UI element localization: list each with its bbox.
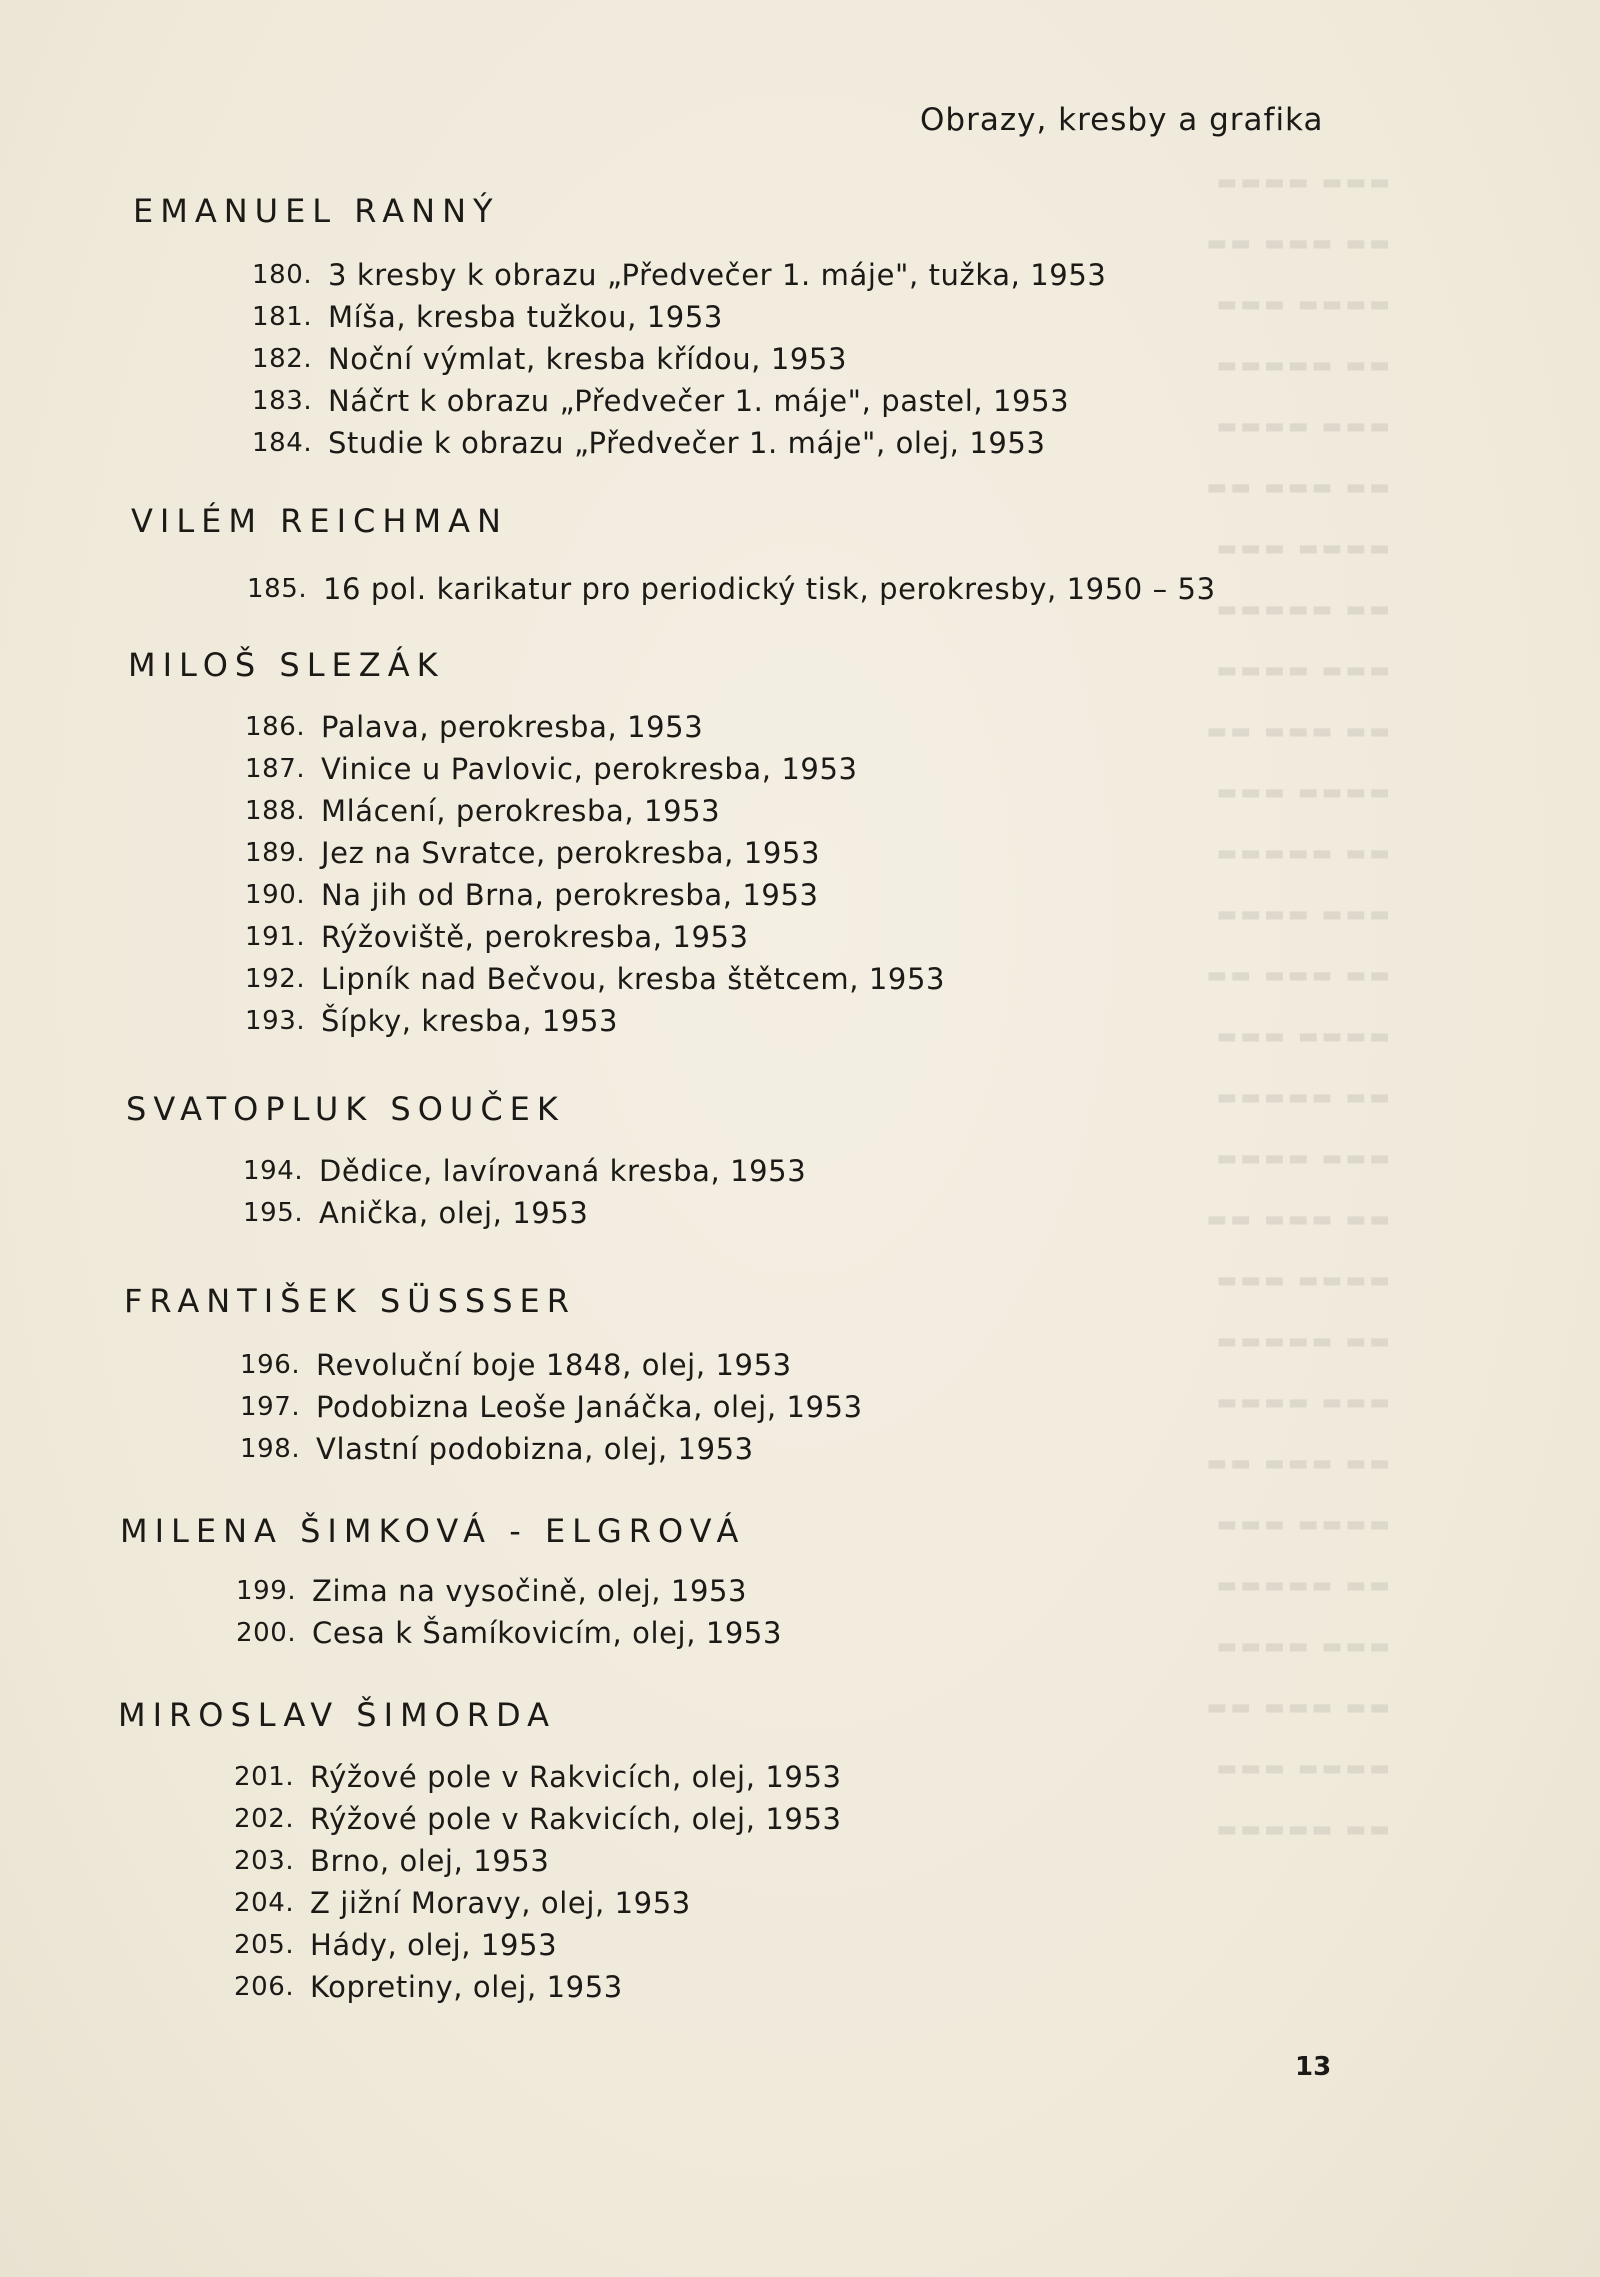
work-number: 188. bbox=[245, 796, 306, 826]
work-number: 202. bbox=[234, 1804, 295, 1834]
work-entry bbox=[252, 338, 1106, 380]
work-title: 16 pol. karikatur pro periodický tisk, perokresby, 1950 – 53 bbox=[323, 572, 1216, 606]
work-number: 193. bbox=[245, 1006, 306, 1036]
work-entry bbox=[245, 790, 945, 832]
work-number: 201. bbox=[234, 1762, 295, 1792]
work-title: Cesa k Šamíkovicím, olej, 1953 bbox=[312, 1616, 783, 1650]
work-entry bbox=[245, 958, 945, 1000]
work-title: Revoluční boje 1848, olej, 1953 bbox=[316, 1348, 792, 1382]
artist-heading: EMANUEL RANNÝ bbox=[133, 192, 500, 230]
work-entry bbox=[243, 1192, 806, 1234]
work-entry bbox=[234, 1756, 842, 1798]
work-list bbox=[252, 254, 1106, 464]
work-title: Palava, perokresba, 1953 bbox=[321, 710, 704, 744]
work-number: 196. bbox=[240, 1350, 301, 1380]
work-list bbox=[247, 568, 1216, 610]
work-title: Zima na vysočině, olej, 1953 bbox=[312, 1574, 748, 1608]
work-title: Brno, olej, 1953 bbox=[310, 1844, 550, 1878]
work-entry bbox=[245, 874, 945, 916]
work-title: Lipník nad Bečvou, kresba štětcem, 1953 bbox=[321, 962, 946, 996]
artist-heading: FRANTIŠEK SÜSSSER bbox=[124, 1282, 576, 1320]
work-entry bbox=[236, 1612, 782, 1654]
work-number: 190. bbox=[245, 880, 306, 910]
artist-heading: MILENA ŠIMKOVÁ - ELGROVÁ bbox=[120, 1512, 746, 1550]
work-title: Rýžové pole v Rakvicích, olej, 1953 bbox=[310, 1760, 842, 1794]
work-title: Kopretiny, olej, 1953 bbox=[310, 1970, 623, 2004]
work-title: Jez na Svratce, perokresba, 1953 bbox=[321, 836, 820, 870]
work-number: 203. bbox=[234, 1846, 295, 1876]
work-number: 183. bbox=[252, 386, 313, 416]
work-entry bbox=[247, 568, 1216, 610]
work-entry bbox=[234, 1966, 842, 2008]
work-title: Vlastní podobizna, olej, 1953 bbox=[316, 1432, 754, 1466]
work-entry bbox=[245, 748, 945, 790]
work-number: 184. bbox=[252, 428, 313, 458]
work-list bbox=[243, 1150, 806, 1234]
work-number: 187. bbox=[245, 754, 306, 784]
work-title: Anička, olej, 1953 bbox=[319, 1196, 589, 1230]
work-number: 194. bbox=[243, 1156, 304, 1186]
work-entry bbox=[252, 296, 1106, 338]
running-head: Obrazy, kresby a grafika bbox=[920, 102, 1324, 138]
work-title: Na jih od Brna, perokresba, 1953 bbox=[321, 878, 819, 912]
work-entry bbox=[252, 380, 1106, 422]
work-title: Rýžové pole v Rakvicích, olej, 1953 bbox=[310, 1802, 842, 1836]
work-entry bbox=[234, 1840, 842, 1882]
work-number: 181. bbox=[252, 302, 313, 332]
work-entry bbox=[234, 1798, 842, 1840]
work-number: 189. bbox=[245, 838, 306, 868]
artist-heading: VILÉM REICHMAN bbox=[131, 502, 508, 540]
work-entry bbox=[245, 706, 945, 748]
work-number: 200. bbox=[236, 1618, 297, 1648]
work-title: Míša, kresba tužkou, 1953 bbox=[328, 300, 723, 334]
work-number: 182. bbox=[252, 344, 313, 374]
work-number: 180. bbox=[252, 260, 313, 290]
work-number: 205. bbox=[234, 1930, 295, 1960]
work-entry bbox=[243, 1150, 806, 1192]
work-list bbox=[245, 706, 945, 1042]
work-entry bbox=[240, 1344, 863, 1386]
work-title: Podobizna Leoše Janáčka, olej, 1953 bbox=[316, 1390, 863, 1424]
work-entry bbox=[240, 1386, 863, 1428]
work-title: Náčrt k obrazu „Předvečer 1. máje", pastel, 1953 bbox=[328, 384, 1070, 418]
work-number: 195. bbox=[243, 1198, 304, 1228]
work-entry bbox=[240, 1428, 863, 1470]
work-title: Šípky, kresba, 1953 bbox=[321, 1004, 619, 1038]
artist-heading: MILOŠ SLEZÁK bbox=[128, 646, 445, 684]
work-number: 198. bbox=[240, 1434, 301, 1464]
work-list bbox=[240, 1344, 863, 1470]
work-entry bbox=[245, 916, 945, 958]
work-title: Noční výmlat, kresba křídou, 1953 bbox=[328, 342, 848, 376]
work-number: 204. bbox=[234, 1888, 295, 1918]
artist-heading: SVATOPLUK SOUČEK bbox=[126, 1090, 565, 1128]
work-title: Hády, olej, 1953 bbox=[310, 1928, 558, 1962]
work-number: 192. bbox=[245, 964, 306, 994]
work-title: Studie k obrazu „Předvečer 1. máje", olej, 1953 bbox=[328, 426, 1046, 460]
work-number: 206. bbox=[234, 1972, 295, 2002]
work-title: Dědice, lavírovaná kresba, 1953 bbox=[319, 1154, 807, 1188]
work-number: 191. bbox=[245, 922, 306, 952]
page-number: 13 bbox=[1295, 2052, 1332, 2082]
work-entry bbox=[252, 422, 1106, 464]
show-through-text: ▬▬▬ ▬▬▬▬ ▬▬ ▬▬▬ ▬▬ ▬▬▬▬ ▬▬▬ ▬▬ ▬▬▬▬▬ ▬▬▬ ▬▬▬▬ ▬▬ ▬▬▬ ▬▬ ▬▬▬▬ ▬▬▬ ▬▬ ▬▬▬▬▬ ▬▬▬ ▬▬▬▬ ▬▬ ▬▬▬ ▬▬ ▬▬▬▬ ▬▬▬ ▬▬ ▬▬▬▬▬ ▬▬▬ ▬▬▬▬ ▬▬ ▬▬▬ ▬▬ ▬▬▬▬ ▬▬▬ ▬▬ ▬▬▬▬▬ ▬▬▬ ▬▬▬▬ ▬▬ ▬▬▬ ▬▬ ▬▬▬▬ ▬▬▬ ▬▬ ▬▬▬▬▬ ▬▬▬ ▬▬▬▬ ▬▬ ▬▬▬ ▬▬ ▬▬▬▬ ▬▬▬ ▬▬ ▬▬▬▬▬ ▬▬▬ ▬▬▬▬ ▬▬ ▬▬▬ ▬▬ ▬▬▬▬ ▬▬▬ ▬▬ ▬▬▬▬▬ bbox=[1203, 170, 1390, 1842]
work-entry bbox=[245, 832, 945, 874]
work-title: Z jižní Moravy, olej, 1953 bbox=[310, 1886, 691, 1920]
work-entry bbox=[234, 1924, 842, 1966]
work-number: 197. bbox=[240, 1392, 301, 1422]
work-number: 186. bbox=[245, 712, 306, 742]
work-number: 185. bbox=[247, 574, 308, 604]
work-list bbox=[234, 1756, 842, 2008]
work-title: 3 kresby k obrazu „Předvečer 1. máje", tužka, 1953 bbox=[328, 258, 1107, 292]
work-title: Vinice u Pavlovic, perokresba, 1953 bbox=[321, 752, 858, 786]
work-entry bbox=[252, 254, 1106, 296]
work-number: 199. bbox=[236, 1576, 297, 1606]
work-entry bbox=[234, 1882, 842, 1924]
work-list bbox=[236, 1570, 782, 1654]
artist-heading: MIROSLAV ŠIMORDA bbox=[118, 1696, 556, 1734]
work-title: Rýžoviště, perokresba, 1953 bbox=[321, 920, 749, 954]
work-title: Mlácení, perokresba, 1953 bbox=[321, 794, 721, 828]
work-entry bbox=[245, 1000, 945, 1042]
work-entry bbox=[236, 1570, 782, 1612]
